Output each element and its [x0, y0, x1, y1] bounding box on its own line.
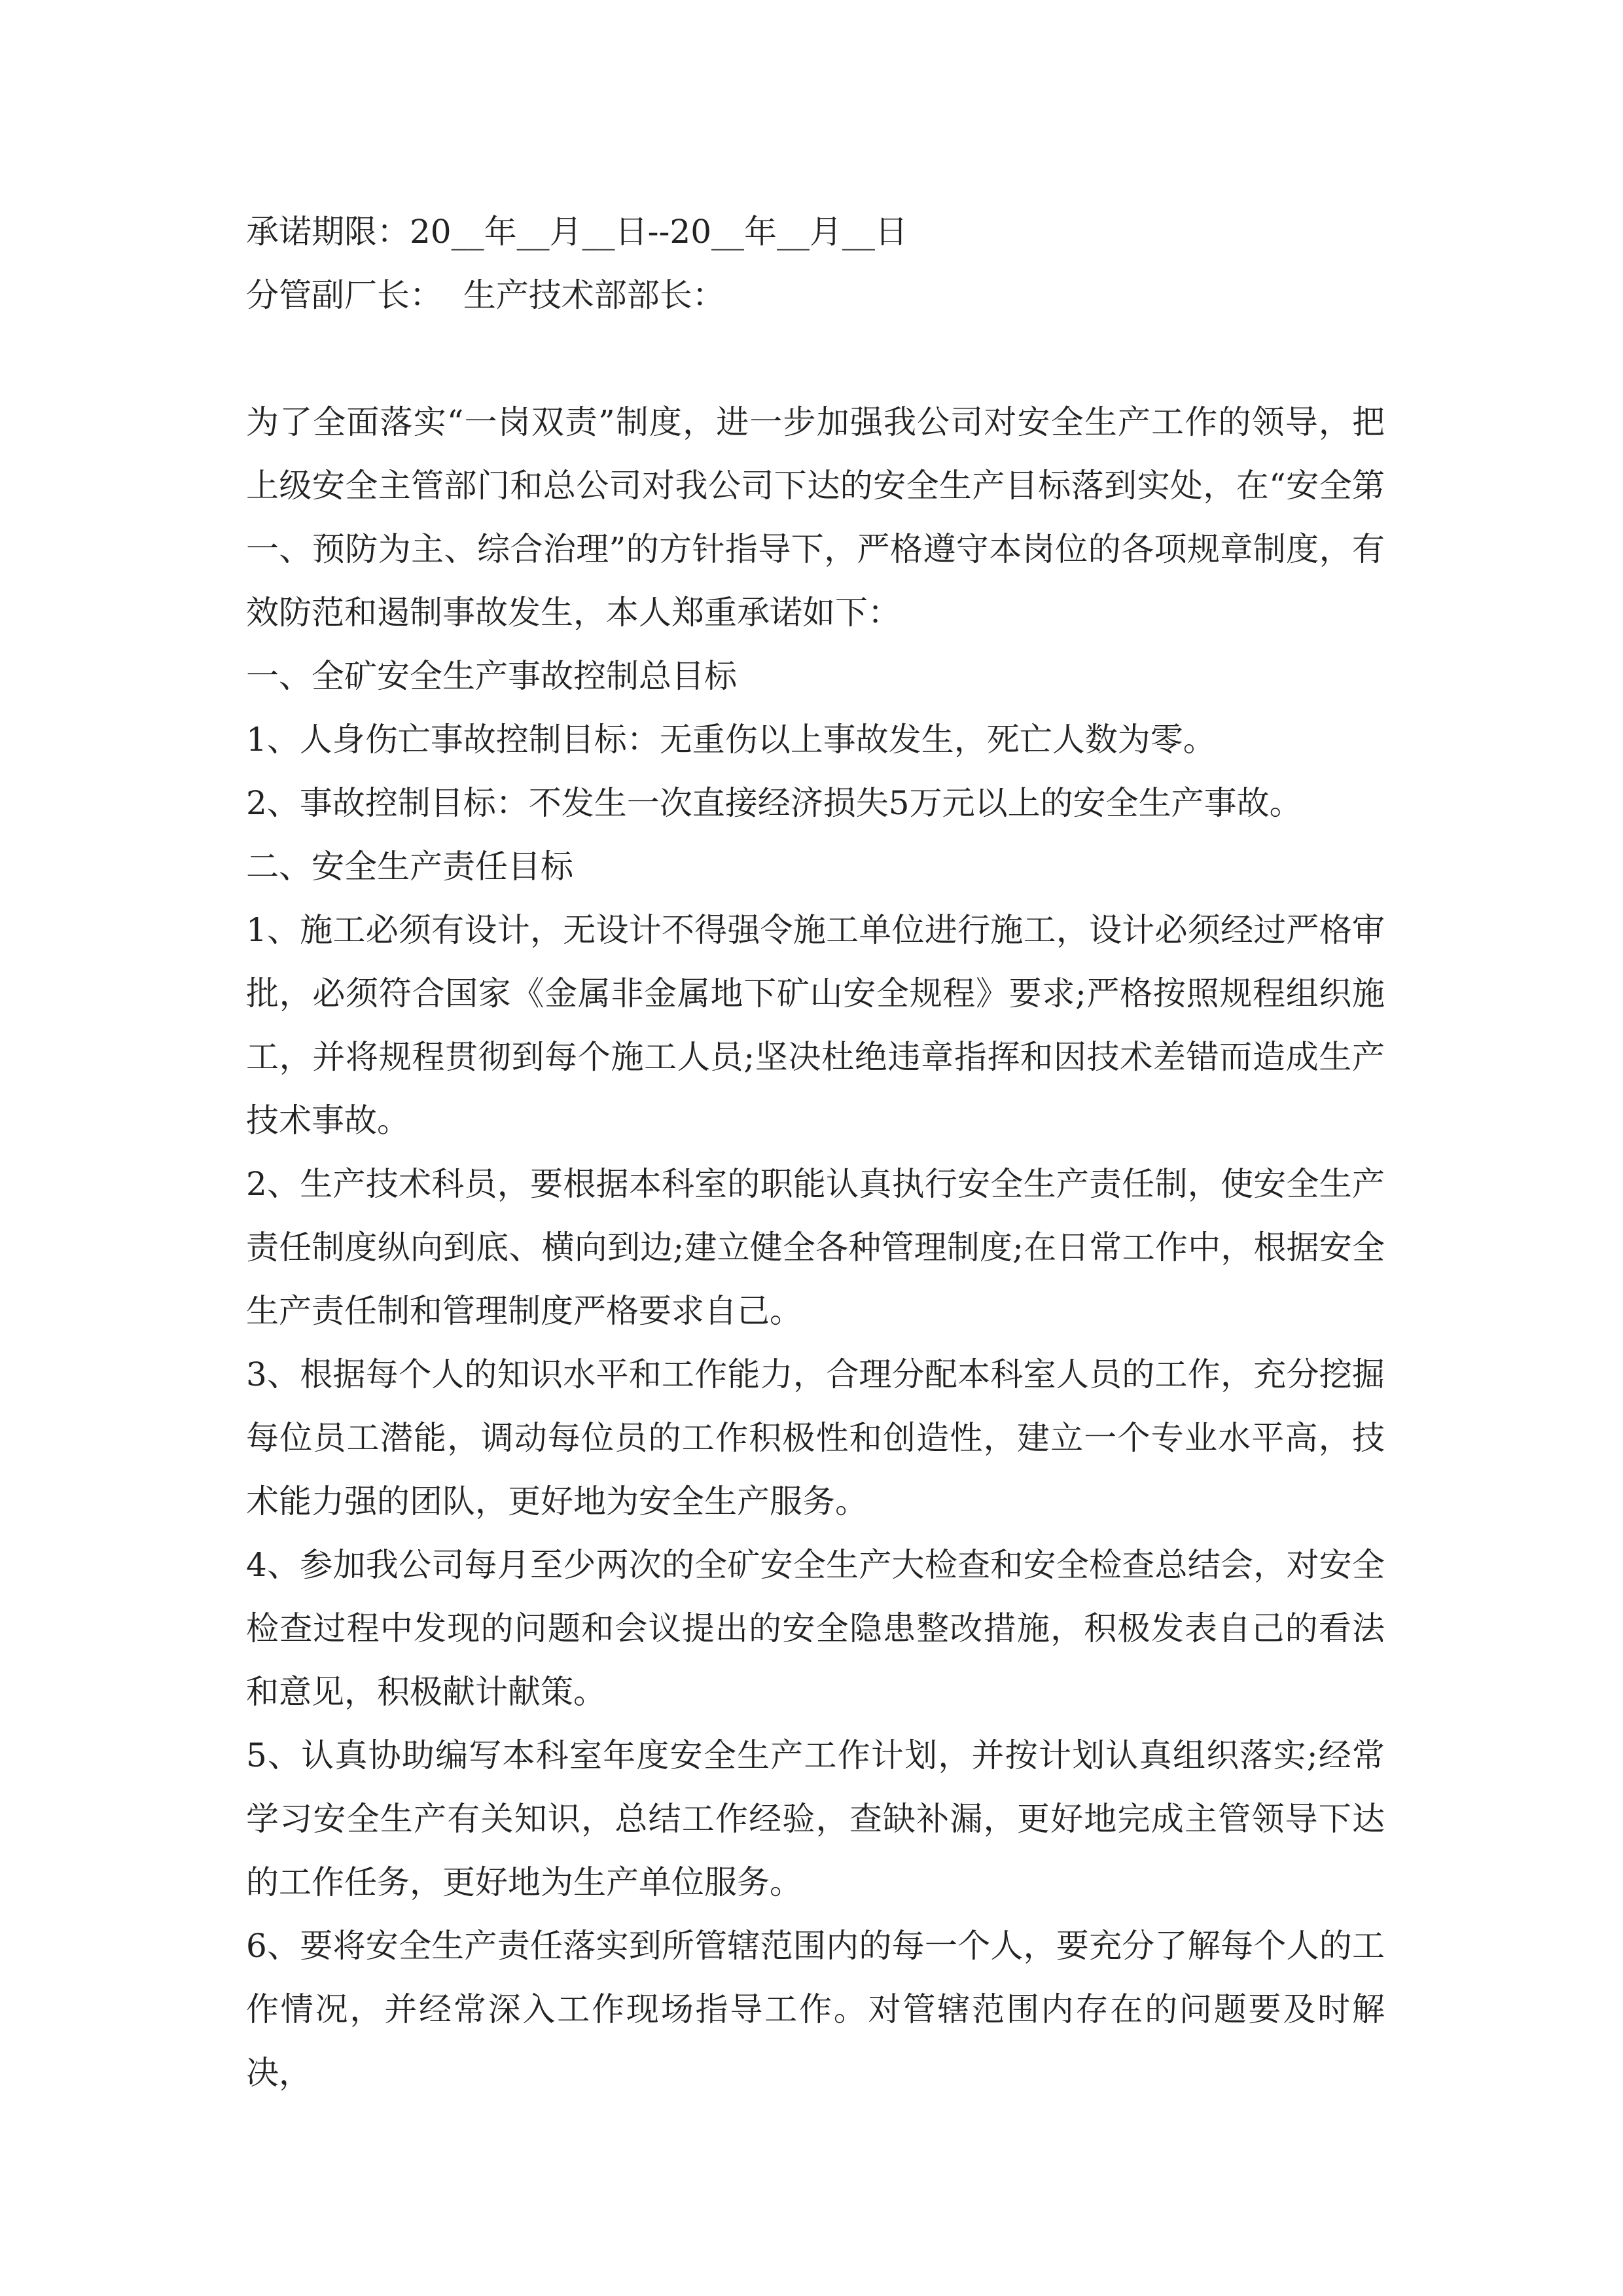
- spacer: [246, 327, 1385, 391]
- document-body: [246, 200, 1385, 2105]
- section-1-item-1: 1、人身伤亡事故控制目标：无重伤以上事故发生，死亡人数为零。: [246, 721, 1216, 759]
- signers-line: 分管副厂长： 生产技术部部长：: [246, 276, 725, 314]
- section-2-title: 二、安全生产责任目标: [246, 848, 573, 886]
- section-2-item-4: 4、参加我公司每月至少两次的全矿安全生产大检查和安全检查总结会，对安全检查过程中发现的问题和会议提出的安全隐患整改措施，积极发表自己的看法和意见，积极献计献策。: [246, 1546, 1385, 1711]
- section-2-item-5: 5、认真协助编写本科室年度安全生产工作计划，并按计划认真组织落实;经常学习安全生产有关知识，总结工作经验，查缺补漏，更好地完成主管领导下达的工作任务，更好地为生产单位服务。: [246, 1736, 1385, 1901]
- commitment-term-line: 承诺期限：20__年__月__日--20__年__月__日: [246, 213, 908, 251]
- section-2-item-1: 1、施工必须有设计，无设计不得强令施工单位进行施工，设计必须经过严格审批，必须符合国家《金属非金属地下矿山安全规程》要求;严格按照规程组织施工，并将规程贯彻到每个施工人员;坚决杜绝违章指挥和因技术差错而造成生产技术事故。: [246, 911, 1385, 1139]
- section-2-item-6: 6、要将安全生产责任落实到所管辖范围内的每一个人，要充分了解每个人的工作情况，并经常深入工作现场指导工作。对管辖范围内存在的问题要及时解决，: [246, 1927, 1385, 2092]
- section-2-item-3: 3、根据每个人的知识水平和工作能力，合理分配本科室人员的工作，充分挖掘每位员工潜能，调动每位员的工作积极性和创造性，建立一个专业水平高，技术能力强的团队，更好地为安全生产服务。: [246, 1355, 1385, 1520]
- section-1-item-2: 2、事故控制目标：不发生一次直接经济损失5万元以上的安全生产事故。: [246, 784, 1302, 822]
- intro-paragraph: 为了全面落实“一岗双责”制度，进一步加强我公司对安全生产工作的领导，把上级安全主管部门和总公司对我公司下达的安全生产目标落到实处，在“安全第一、预防为主、综合治理”的方针指导下，严格遵守本岗位的各项规章制度，有效防范和遏制事故发生，本人郑重承诺如下：: [246, 403, 1385, 632]
- section-2-item-2: 2、生产技术科员，要根据本科室的职能认真执行安全生产责任制，使安全生产责任制度纵向到底、横向到边;建立健全各种管理制度;在日常工作中，根据安全生产责任制和管理制度严格要求自己。: [246, 1165, 1385, 1330]
- section-1-title: 一、全矿安全生产事故控制总目标: [246, 657, 737, 695]
